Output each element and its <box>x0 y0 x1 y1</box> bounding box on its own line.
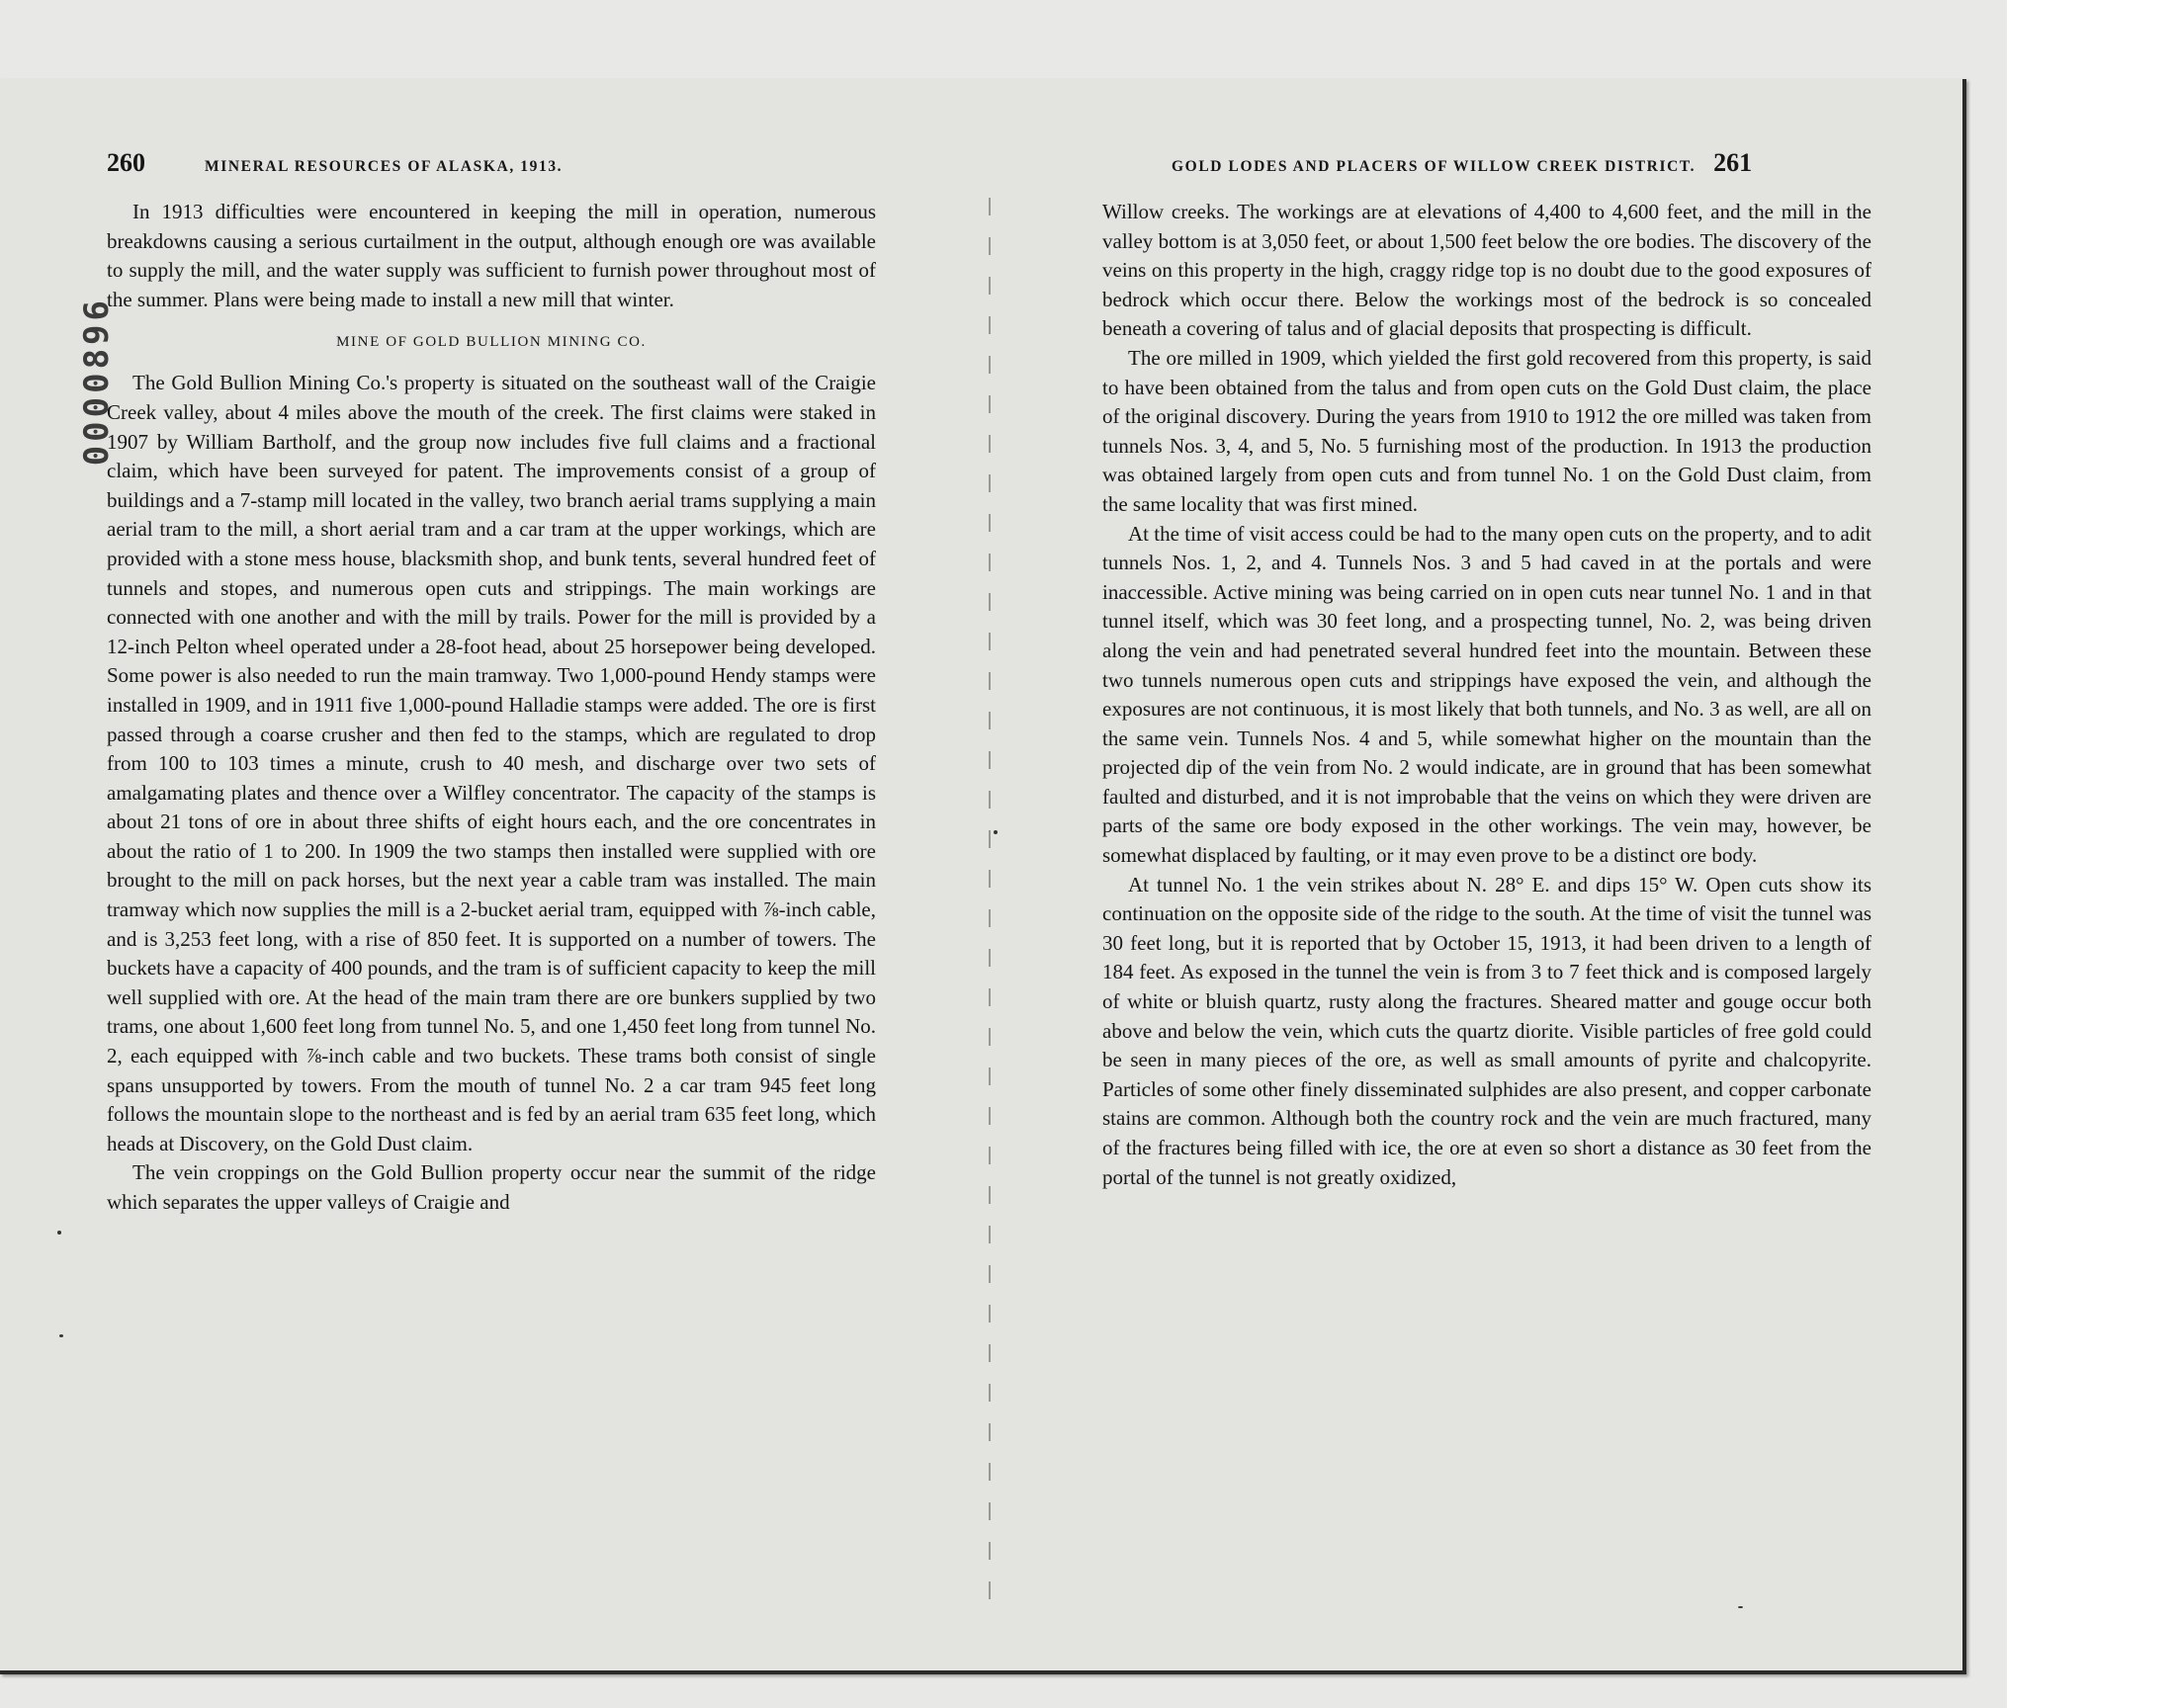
section-heading: MINE OF GOLD BULLION MINING CO. <box>336 334 647 351</box>
left-paragraph-1: In 1913 difficulties were encountered in keeping the mill in operation, numerous breakdowns causing a serious curtailment in the output, although enough ore was available to supply the mill, and the water supply was sufficient to furnish power throughout most of the summer. Plans were being made to install a new mill that winter. <box>107 200 876 311</box>
right-header-title: GOLD LODES AND PLACERS OF WILLOW CREEK DISTRICT. <box>1172 158 1696 175</box>
left-paragraph-2: The Gold Bullion Mining Co.'s property is situated on the southeast wall of the Craigie Creek valley, about 4 miles above the mouth of the creek. The first claims were staked in 1907 by William Bartholf, and the group now includes five full claims and a fractional claim, which have been surveyed for patent. The improvements consist of a group of buildings and a 7-stamp mill located in the valley, two branch aerial trams supplying a main aerial tram to the mill, a short aerial tram and a car tram at the upper workings, which are provided with a stone mess house, blacksmith shop, and bunk tents, several hundred feet of tunnels and stopes, and numerous open cuts and strippings. The main workings are connected with one another and with the mill by trails. Power for the mill is provided by a 12-inch Pelton wheel operated under a 28-foot head, about 25 horsepower being developed. Some power is also needed to run the main tramway. Two 1,000-pound Hendy stamps were installed in 1909, and in 1911 five 1,000-pound Halladie stamps were added. The ore is first passed through a coarse crusher and then fed to the stamps, which are regulated to drop from 100 to 103 times a minute, crush to 40 mesh, and discharge over two sets of amalgamating plates and thence over a Wilfley concentrator. The capacity of the stamps is about 21 tons of ore in about three shifts of eight hours each, and the ore concentrates in about the ratio of 1 to 200. In 1909 the two stamps then installed were supplied with ore brought to the mill on pack horses, but the next year a cable tram was installed. The main tramway which now supplies the mill is a 2-bucket aerial tram, equipped with ⅞-inch cable, and is 3,253 feet long, with a rise of 850 feet. It is supported on a number of towers. The buckets have a capacity of 400 pounds, and the tram is of sufficient capacity to keep the mill well supplied with ore. At the head of the main tram there are ore bunkers supplied by two trams, one about 1,600 feet long from tunnel No. 5, and one 1,450 feet long from tunnel No. 2, each equipped with ⅞-inch cable and two buckets. These trams both consist of single spans unsupported by towers. From the mouth of tunnel No. 2 a car tram 945 feet long follows the mountain slope to the northeast and is fed by an aerial tram 635 feet long, which heads at Discovery, on the Gold Dust claim. <box>107 371 876 1155</box>
right-paragraph-2: The ore milled in 1909, which yielded the first gold recovered from this property, is said to have been obtained from the talus and from open cuts on the Gold Dust claim, the place of the original discovery. During the years from 1910 to 1912 the ore milled was taken from tunnels Nos. 3, 4, and 5, No. 5 furnishing most of the production. In 1913 the production was obtained largely from open cuts and from tunnel No. 1 on the Gold Dust claim, from the same locality that was first mined. <box>1102 345 1871 516</box>
right-page-number: 261 <box>1713 148 1753 177</box>
left-header-title: MINERAL RESOURCES OF ALASKA, 1913. <box>205 158 564 175</box>
left-paragraph-3: The vein croppings on the Gold Bullion property occur near the summit of the ridge which separates the upper valleys of Craigie and <box>107 1160 876 1214</box>
right-paragraph-3: At the time of visit access could be had to the many open cuts on the property, and to adit tunnels Nos. 1, 2, and 4. Tunnels Nos. 3 and 5 had caved in at the portals and were inaccessible. Active mining was being carried on in open cuts near tunnel No. 1 and in that tunnel itself, which was 30 feet long, and a prospecting tunnel, No. 2, was being driven along the vein and had penetrated several hundred feet into the mountain. Between these two tunnels numerous open cuts and strippings have exposed the vein, and although the exposures are not continuous, it is most likely that both tunnels, and No. 3 as well, are all on the same vein. Tunnels Nos. 4 and 5, while somewhat higher on the mountain than the projected dip of the vein from No. 2 would indicate, are in ground that has been somewhat faulted and disturbed, and it is not improbable that the veins on which they were driven are parts of the same ore body exposed in the other workings. The vein may, however, be somewhat displaced by faulting, or it may even prove to be a distinct ore body. <box>1102 521 1871 868</box>
scan-speck <box>57 1231 61 1235</box>
left-body-text <box>107 198 876 1218</box>
left-running-head <box>107 148 876 188</box>
right-page <box>1102 148 1871 1552</box>
scan-speck <box>994 830 998 834</box>
right-paragraph-4: At tunnel No. 1 the vein strikes about N. 28° E. and dips 15° W. Open cuts show its continuation on the opposite side of the ridge to the south. At the time of visit the tunnel was 30 feet long, but it is reported that by October 15, 1913, it had been driven to a length of 184 feet. As exposed in the tunnel the vein is from 3 to 7 feet thick and is composed largely of white or bluish quartz, rusty along the fractures. Sheared matter and gouge occur both above and below the vein, which cuts the quartz diorite. Visible particles of free gold could be seen in many pieces of the ore, as well as small amounts of pyrite and chalcopyrite. Particles of some other finely disseminated sulphides are also present, and copper carbonate stains are common. Although both the country rock and the vein are much fractured, many of the fractures being filled with ice, the ore at even so short a distance as 30 feet from the portal of the tunnel is not greatly oxidized, <box>1102 872 1871 1189</box>
scan-speck <box>1738 1606 1743 1608</box>
right-paragraph-1: Willow creeks. The workings are at elevations of 4,400 to 4,600 feet, and the mill in the valley bottom is at 3,050 feet, or about 1,500 feet below the ore bodies. The discovery of the veins on this property in the high, craggy ridge top is no doubt due to the good exposures of bedrock which occur there. Below the workings most of the bedrock is so concealed beneath a covering of talus and of glacial deposits that prospecting is difficult. <box>1102 200 1871 341</box>
left-page-number: 260 <box>107 148 145 177</box>
page-gutter <box>989 198 991 1601</box>
scan-speck <box>59 1334 63 1337</box>
archive-stamp: 0000896 <box>77 297 117 467</box>
right-running-head <box>1102 148 1871 188</box>
left-page <box>107 148 876 1552</box>
right-body-text <box>1102 198 1871 1192</box>
